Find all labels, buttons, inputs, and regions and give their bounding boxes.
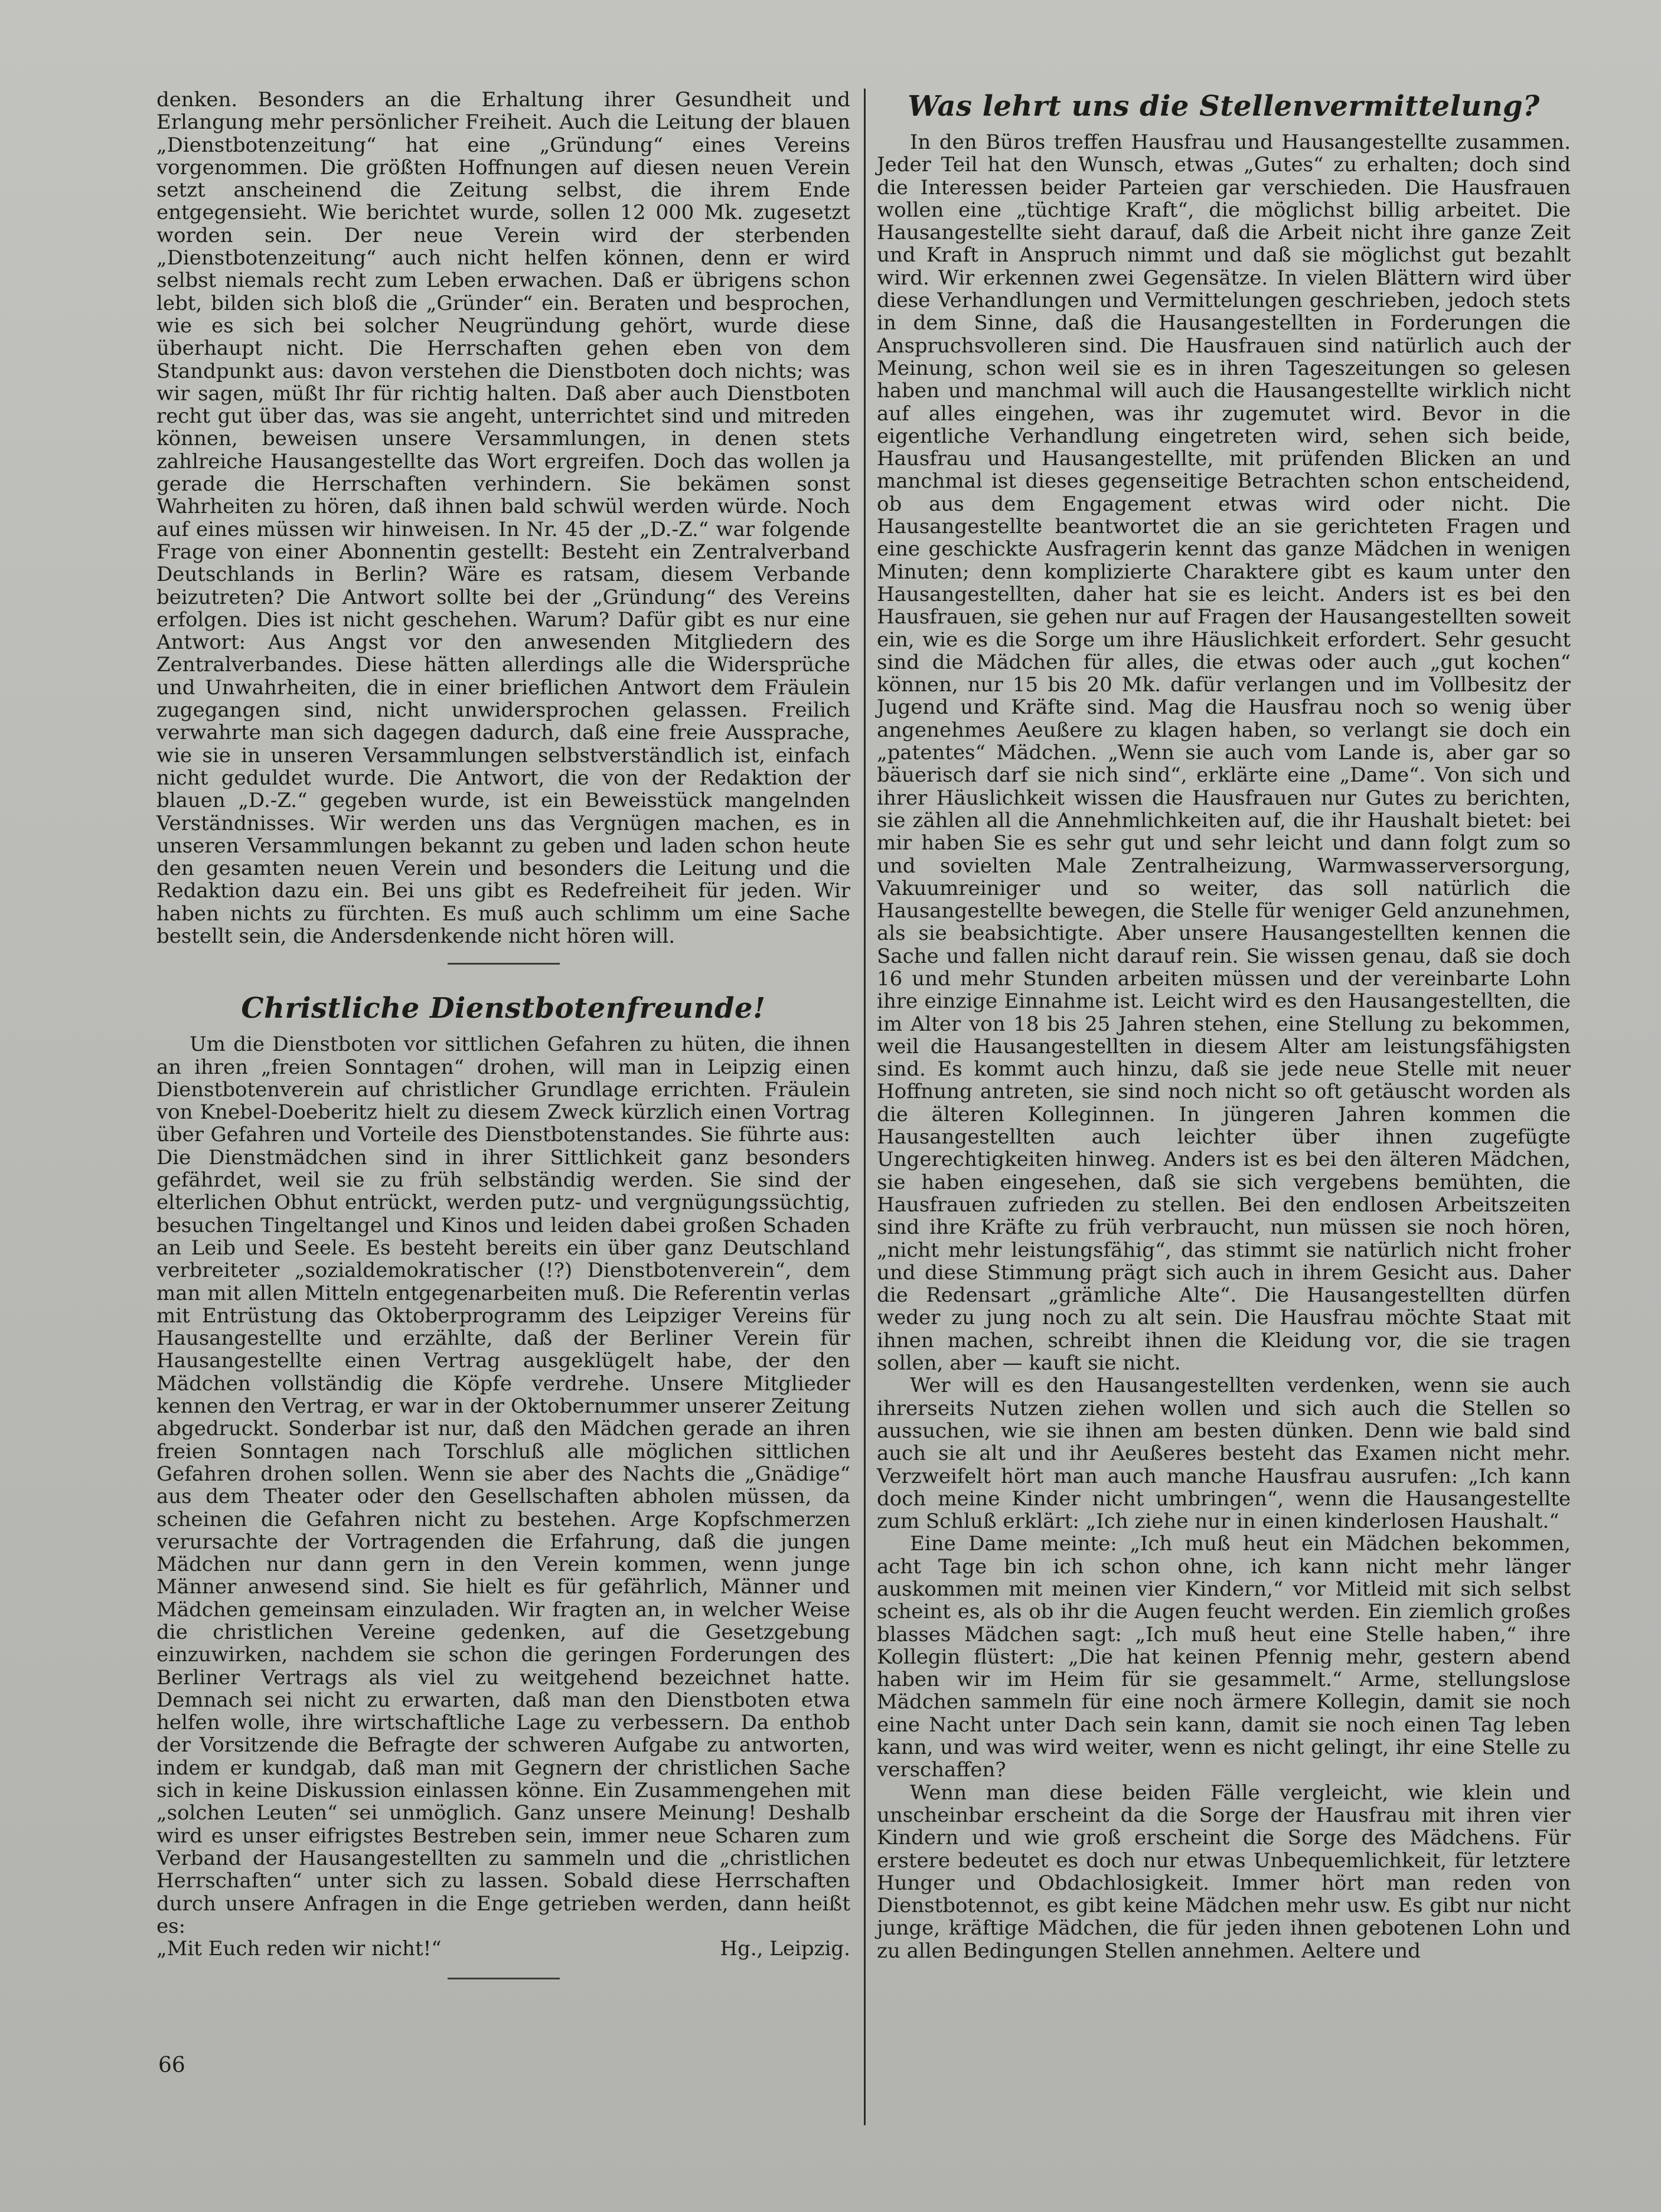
article-signature: Hg., Leipzig. bbox=[720, 1937, 850, 1961]
article-body-christliche: Um die Dienstboten vor sittlichen Gefahren zu hüten, die ihnen an ihren „freien Sonntagen“ drohen, will man in Leipzig einen Dienstbotenverein auf christlicher Grundlage errichten. Fräulein von Knebel-Doeberitz hielt zu diesem Zweck kürzlich einen Vortrag über Gefahren und Vorteile des Dienstbotenstandes. Sie führte aus: Die Dienstmädchen sind in ihrer Sittlichkeit ganz besonders gefährdet, weil sie zu früh selbständig werden. Sie sind der elterlichen Obhut entrückt, werden putz- und vergnügungssüchtig, besuchen Tingeltangel und Kinos und leiden dabei großen Schaden an Leib und Seele. Es besteht bereits ein über ganz Deutschland verbreiteter „sozialdemokratischer (!?) Dienstbotenverein“, dem man mit allen Mitteln entgegenarbeiten muß. Die Referentin verlas mit Entrüstung das Oktoberprogramm des Leipziger Vereins für Hausangestellte und erzählte, daß der Berliner Verein für Hausangestellte einen Vertrag ausgeklügelt habe, der den Mädchen vollständig die Köpfe verdrehe. Unsere Mitglieder kennen den Vertrag, er war in der Oktobernummer unserer Zeitung abgedruckt. Sonderbar ist nur, daß den Mädchen gerade an ihren freien Sonntagen nach Torschluß alle möglichen sittlichen Gefahren drohen sollen. Wenn sie aber des Nachts die „Gnädige“ aus dem Theater oder den Gesellschaften abholen müssen, da scheinen die Gefahren nicht zu bestehen. Arge Kopfschmerzen verursachte der Vortragenden die Erfahrung, daß die jungen Mädchen nur dann gern in den Verein kommen, wenn junge Männer anwesend sind. Sie hielt es für gefährlich, Männer und Mädchen gemeinsam einzuladen. Wir fragten an, in welcher Weise die christlichen Vereine gedenken, auf die Gesetzgebung einzuwirken, nachdem sie schon die geringen Forderungen des Berliner Vertrags als viel zu weitgehend bezeichnet hatte. Demnach sei nicht zu erwarten, daß man den Dienstboten etwa helfen wolle, ihre wirtschaftliche Lage zu verbessern. Da enthob der Vorsitzende die Befragte der schweren Aufgabe zu antworten, indem er kundgab, daß man mit Gegnern der christlichen Sache sich in keine Diskussion einlassen könne. Ein Zusammengehen mit „solchen Leuten“ sei unmöglich. Ganz unsere Meinung! Deshalb wird es unser eifrigstes Bestreben sein, immer neue Scharen zum Verband der Hausangestellten zu sammeln und die „christlichen Herrschaften“ unter sich zu lassen. Sobald diese Herrschaften durch unsere Anfragen in die Enge getrieben werden, dann heißt es: bbox=[156, 1033, 850, 1938]
article-title-christliche: Christliche Dienstbotenfreunde! bbox=[241, 992, 766, 1025]
paragraph-3: Eine Dame meinte: „Ich muß heut ein Mädchen bekommen, acht Tage bin ich schon ohne, ich kann nicht mehr länger auskommen mit meinen vier Kindern,“ vor Mitleid mit sich selbst scheint es, als ob ihr die Augen feucht werden. Ein ziemlich großes blasses Mädchen sagt: „Ich muß heut eine Stelle haben,“ ihre Kollegin flüstert: „Die hat keinen Pfennig mehr, gestern abend haben wir im Heim für sie gesammelt.“ Arme, stellungslose Mädchen sammeln für eine noch ärmere Kollegin, damit sie noch eine Nacht unter Dach sein kann, damit sie noch einen Tag leben kann, und was wird weiter, wenn es nicht gelingt, ihr eine Stelle zu verschaffen? bbox=[877, 1532, 1571, 1782]
end-divider bbox=[448, 1978, 560, 1979]
paragraph-1: In den Büros treffen Hausfrau und Hausangestellte zusammen. Jeder Teil hat den Wunsch, etwas „Gutes“ zu erhalten; doch sind die Interessen beider Parteien gar verschieden. Die Hausfrauen wollen eine „tüchtige Kraft“, die möglichst billig arbeitet. Die Hausangestellte sieht darauf, daß die Arbeit nicht ihre ganze Zeit und Kraft in Anspruch nimmt und daß sie möglichst gut bezahlt wird. Wir erkennen zwei Gegensätze. In vielen Blättern wird über diese Verhandlungen und Vermittelungen geschrieben, jedoch stets in dem Sinne, daß die Hausangestellten in Forderungen die Anspruchsvolleren sind. Die Hausfrauen sind natürlich auch der Meinung, schon weil sie es in ihren Tageszeitungen so gelesen haben und manchmal will auch die Hausangestellte wirklich nicht auf alles eingehen, was ihr zugemutet wird. Bevor in die eigentliche Verhandlung eingetreten wird, sehen sich beide, Hausfrau und Hausangestellte, mit prüfenden Blicken an und manchmal ist dieses gegenseitige Betrachten schon entscheidend, ob aus dem Engagement etwas wird oder nicht. Die Hausangestellte beantwortet die an sie gerichteten Fragen und eine geschickte Ausfragerin kennt das ganze Mädchen in wenigen Minuten; denn komplizierte Charaktere gibt es kaum unter den Hausangestellten, daher hat sie es leicht. Anders ist es bei den Hausfrauen, sie gehen nur auf Fragen der Hausangestellten soweit ein, wie es die Sorge um ihre Häuslichkeit erfordert. Sehr gesucht sind die Mädchen für alles, die etwas oder auch „gut kochen“ können, nur 15 bis 20 Mk. dafür verlangen und im Vollbesitz der Jugend und Kräfte sind. Mag die Hausfrau noch so wenig über angenehmes Aeußere zu klagen haben, so verlangt sie doch ein „patentes“ Mädchen. „Wenn sie auch vom Lande is, aber gar so bäuerisch darf sie nich sind“, erklärte eine „Dame“. Von sich und ihrer Häuslichkeit wissen die Hausfrauen nur Gutes zu berichten, sie zählen all die Annehmlichkeiten auf, die ihr Haushalt bietet: bei mir haben Sie es sehr gut und sehr leicht und dann folgt zum so und sovielten Male Zentralheizung, Warmwasserversorgung, Vakuumreiniger und so weiter, das soll natürlich die Hausangestellte bewegen, die Stelle für weniger Geld anzunehmen, als sie beabsichtigte. Aber unsere Hausangestellten kennen die Sache und fallen nicht darauf rein. Sie wissen genau, daß sie doch 16 und mehr Stunden arbeiten müssen und der vereinbarte Lohn ihre einzige Einnahme ist. Leicht wird es den Hausangestellten, die im Alter von 18 bis 25 Jahren stehen, eine Stellung zu bekommen, weil die Hausangestellten in diesem Alter am leistungsfähigsten sind. Es kommt auch hinzu, daß sie jede neue Stelle mit neuer Hoffnung antreten, sie sind noch nicht so oft getäuscht worden als die älteren Kolleginnen. In jüngeren Jahren kommen die Hausangestellten auch leichter über ihnen zugefügte Ungerechtigkeiten hinweg. Anders ist es bei den älteren Mädchen, sie haben eingesehen, daß sie sich vergebens bemühten, die Hausfrauen zufrieden zu stellen. Bei den endlosen Arbeitszeiten sind ihre Kräfte zu früh verbraucht, nun müssen sie noch hören, „nicht mehr leistungsfähig“, das stimmt sie natürlich nicht froher und diese Stimmung prägt sich auch in ihrem Gesicht aus. Daher die Redensart „grämliche Alte“. Die Hausangestellten dürfen weder zu jung noch zu alt sein. Die Hausfrau möchte Staat mit ihnen machen, schreibt ihnen die Kleidung vor, die sie tragen sollen, aber — kauft sie nicht. bbox=[877, 130, 1571, 1375]
section-divider bbox=[448, 963, 560, 965]
left-column bbox=[156, 89, 850, 2005]
article-signature-line bbox=[156, 1937, 850, 1960]
page-number: 66 bbox=[158, 2053, 185, 2077]
column-rule bbox=[864, 89, 866, 2125]
paragraph-4: Wenn man diese beiden Fälle vergleicht, wie klein und unscheinbar erscheint da die Sorge der Hausfrau mit ihren vier Kindern und wie groß erscheint die Sorge des Mädchens. Für erstere bedeutet es doch nur etwas Unbequemlichkeit, für letztere Hunger und Obdachlosigkeit. Immer hört man reden von Dienstbotennot, es gibt keine Mädchen mehr usw. Es gibt nur nicht junge, kräftige Mädchen, die für jeden ihnen gebotenen Lohn und zu allen Bedingungen Stellen annehmen. Aeltere und bbox=[877, 1780, 1571, 1963]
paragraph-2: Wer will es den Hausangestellten verdenken, wenn sie auch ihrerseits Nutzen ziehen wollen und sich auch die Stellen so aussuchen, wie sie ihnen am besten dünken. Denn wie bald sind auch sie alt und ihr Aeußeres besteht das Examen nicht mehr. Verzweifelt hört man auch manche Hausfrau ausrufen: „Ich kann doch meine Kinder nicht umbringen“, wenn die Hausangestellte zum Schluß erklärt: „Ich ziehe nur in einen kinderlosen Haushalt.“ bbox=[877, 1374, 1571, 1534]
article-title-stellenvermittelung: Was lehrt uns die Stellenvermittelung? bbox=[908, 90, 1540, 123]
article-closing-quote: „Mit Euch reden wir nicht!“ bbox=[156, 1937, 442, 1961]
right-column bbox=[877, 89, 1571, 1962]
intro-paragraph: denken. Besonders an die Erhaltung ihrer Gesundheit und Erlangung mehr persönlicher Freiheit. Auch die Leitung der blauen „Dienstbotenzeitung“ hat eine „Gründung“ eines Vereins vorgenommen. Die größten Hoffnungen auf diesen neuen Verein setzt anscheinend die Zeitung selbst, die ihrem Ende entgegensieht. Wie berichtet wurde, sollen 12 000 Mk. zugesetzt worden sein. Der neue Verein wird der sterbenden „Dienstbotenzeitung“ auch nicht helfen können, denn er wird selbst niemals recht zum Leben erwachen. Daß er übrigens schon lebt, bilden sich bloß die „Gründer“ ein. Beraten und besprochen, wie es sich bei solcher Neugründung gehört, wurde diese überhaupt nicht. Die Herrschaften gehen eben von dem Standpunkt aus: davon verstehen die Dienstboten doch nichts; was wir sagen, müßt Ihr für richtig halten. Daß aber auch Dienstboten recht gut über das, was sie angeht, unterrichtet sind und mitreden können, beweisen unsere Versammlungen, in denen stets zahlreiche Hausangestellte das Wort ergreifen. Doch das wollen ja gerade die Herrschaften verhindern. Sie bekämen sonst Wahrheiten zu hören, daß ihnen bald schwül werden würde. Noch auf eines müssen wir hinweisen. In Nr. 45 der „D.-Z.“ war folgende Frage von einer Abonnentin gestellt: Besteht ein Zentralverband Deutschlands in Berlin? Wäre es ratsam, diesem Verbande beizutreten? Die Antwort sollte bei der „Gründung“ des Vereins erfolgen. Dies ist nicht geschehen. Warum? Dafür gibt es nur eine Antwort: Aus Angst vor den anwesenden Mitgliedern des Zentralverbandes. Diese hätten allerdings alle die Widersprüche und Unwahrheiten, die in einer brieflichen Antwort dem Fräulein zugegangen sind, nicht unwidersprochen gelassen. Freilich verwahrte man sich dagegen dadurch, daß eine freie Aussprache, wie sie in unseren Versammlungen selbstverständlich ist, einfach nicht geduldet wurde. Die Antwort, die von der Redaktion der blauen „D.-Z.“ gegeben wurde, ist ein Beweisstück mangelnden Verständnisses. Wir werden uns das Vergnügen machen, es in unseren Versammlungen bekannt zu geben und laden schon heute den gesamten neuen Verein und besonders die Leitung und die Redaktion dazu ein. Bei uns gibt es Redefreiheit für jeden. Wir haben nichts zu fürchten. Es muß auch schlimm um eine Sache bestellt sein, die Andersdenkende nicht hören will. bbox=[156, 88, 850, 948]
